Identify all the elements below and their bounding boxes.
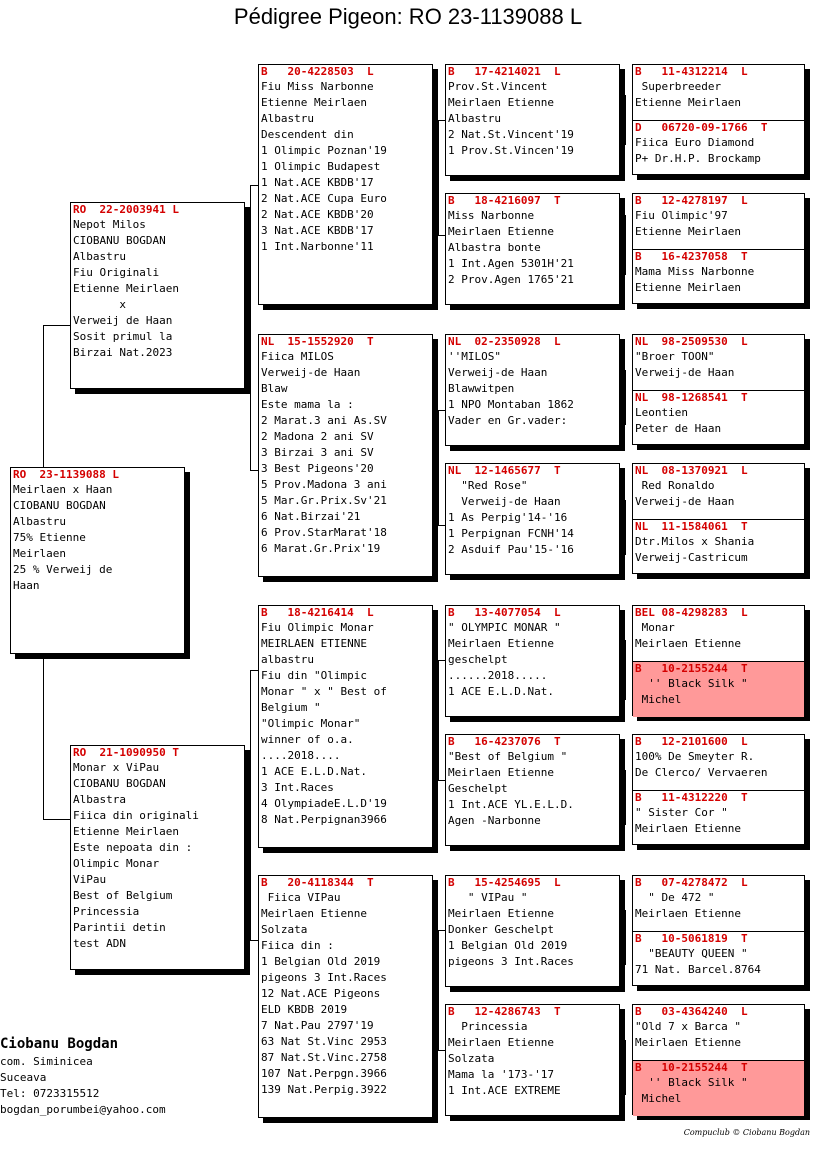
detail-line: Meirlaen Etienne <box>635 637 741 650</box>
detail-line: com. Siminicea <box>0 1055 93 1068</box>
detail-line: Miss Narbonne <box>448 209 535 222</box>
ring-number: B 12-4286743 T <box>448 1005 561 1018</box>
pigeon-details <box>259 890 432 1098</box>
pigeon-pair-card <box>632 193 805 304</box>
pigeon-details <box>633 620 804 652</box>
detail-line: "BEAUTY QUEEN " <box>635 947 748 960</box>
pigeon-details <box>633 135 804 167</box>
detail-line: 2 Prov.Agen 1765'21 <box>448 273 574 286</box>
detail-line: Monar " x " Best of <box>261 685 387 698</box>
detail-line: 1 As Perpig'14-'16 <box>448 511 568 524</box>
detail-line: Princessia <box>73 905 140 918</box>
detail-line: Princessia <box>448 1020 528 1033</box>
detail-line: Fiu din "Olimpic <box>261 669 367 682</box>
detail-line: Peter de Haan <box>635 422 722 435</box>
detail-line: " VIPau " <box>448 891 528 904</box>
detail-line: Etienne Meirlaen <box>73 825 179 838</box>
connector-line <box>43 819 70 820</box>
pigeon-pair-card <box>632 734 805 845</box>
detail-line: 3 Birzai 3 ani SV <box>261 446 374 459</box>
detail-line: Verweij-de Haan <box>635 366 735 379</box>
connector-line <box>438 410 439 525</box>
pigeon-card-sire[interactable] <box>70 202 245 389</box>
connector-line <box>438 525 445 526</box>
detail-line: albastru <box>261 653 314 666</box>
detail-line: pigeons 3 Int.Races <box>448 955 574 968</box>
detail-line: Este mama la : <box>261 398 354 411</box>
connector-line <box>438 1050 445 1051</box>
pigeon-card-gen4[interactable] <box>633 519 804 566</box>
pigeon-card-gen4[interactable] <box>633 194 804 249</box>
detail-line: Dtr.Milos x Shania <box>635 535 755 548</box>
pigeon-details <box>446 349 619 429</box>
connector-line <box>250 670 258 671</box>
detail-line: Belgium " <box>261 701 321 714</box>
detail-line: 3 Nat.ACE KBDB'17 <box>261 224 374 237</box>
detail-line: Superbreeder <box>635 80 722 93</box>
detail-line: Geschelpt <box>448 782 508 795</box>
detail-line: Fiu Miss Narbonne <box>261 80 374 93</box>
detail-line: 6 Prov.StarMarat'18 <box>261 526 387 539</box>
ring-number: B 07-4278472 L <box>635 876 748 889</box>
pigeon-details <box>633 1075 804 1107</box>
pigeon-card-gen4[interactable] <box>633 65 804 120</box>
ring-number: NL 08-1370921 L <box>635 464 748 477</box>
pigeon-details <box>633 890 804 922</box>
detail-line: 63 Nat St.Vinc 2953 <box>261 1035 387 1048</box>
ring-number: RO 23-1139088 L <box>13 468 119 481</box>
detail-line: pigeons 3 Int.Races <box>261 971 387 984</box>
detail-line: Haan <box>13 579 40 592</box>
owner-name: Ciobanu Bogdan <box>0 1036 119 1052</box>
detail-line: 107 Nat.Perpgn.3966 <box>261 1067 387 1080</box>
pigeon-card-gen3[interactable] <box>445 193 620 305</box>
ring-number: B 10-2155244 T <box>635 662 748 675</box>
detail-line: Albastru <box>261 112 314 125</box>
pigeon-details <box>446 620 619 700</box>
ring-number: RO 21-1090950 T <box>73 746 179 759</box>
connector-line <box>250 325 251 470</box>
pigeon-details <box>446 1019 619 1099</box>
software-credit: Compuclub © Ciobanu Bogdan <box>683 1128 810 1137</box>
detail-line: Etienne Meirlaen <box>635 281 741 294</box>
pigeon-details <box>633 534 804 566</box>
pigeon-card-gen4[interactable] <box>633 931 804 978</box>
pigeon-card-gen4[interactable] <box>633 464 804 519</box>
detail-line: Fiu Originali <box>73 266 160 279</box>
detail-line: 12 Nat.ACE Pigeons <box>261 987 381 1000</box>
detail-line: test ADN <box>73 937 126 950</box>
detail-line: Monar x ViPau <box>73 761 160 774</box>
pigeon-pair-card <box>632 463 805 574</box>
detail-line: 1 Olimpic Poznan'19 <box>261 144 387 157</box>
ring-number: B 16-4237058 T <box>635 250 748 263</box>
detail-line: Fiica din originali <box>73 809 199 822</box>
ring-number: B 20-4228503 L <box>261 65 374 78</box>
detail-line: Fiica Euro Diamond <box>635 136 755 149</box>
pigeon-details <box>446 890 619 970</box>
pigeon-card-gen4-highlighted[interactable] <box>633 661 804 717</box>
pigeon-card-gen4[interactable] <box>633 390 804 437</box>
detail-line: Solzata <box>261 923 308 936</box>
pigeon-details <box>633 478 804 510</box>
detail-line: Olimpic Monar <box>73 857 160 870</box>
detail-line: "Broer TOON" <box>635 350 715 363</box>
detail-line: Este nepoata din : <box>73 841 193 854</box>
pigeon-details <box>633 79 804 111</box>
detail-line: 7 Nat.Pau 2797'19 <box>261 1019 374 1032</box>
ring-number: B 03-4364240 L <box>635 1005 748 1018</box>
connector-line <box>625 770 626 825</box>
detail-line: ....2018.... <box>261 749 341 762</box>
ring-number: D 06720-09-1766 T <box>635 121 768 134</box>
detail-line: Michel <box>635 1092 682 1105</box>
pigeon-card-gen4[interactable] <box>633 335 804 390</box>
detail-line: 1 Belgian Old 2019 <box>261 955 381 968</box>
detail-line: Blaw <box>261 382 288 395</box>
detail-line: Etienne Meirlaen <box>261 96 367 109</box>
pigeon-details <box>446 478 619 558</box>
detail-line: " De 472 " <box>635 891 715 904</box>
ring-number: RO 22-2003941 L <box>73 203 179 216</box>
pigeon-card-gen2[interactable] <box>258 875 433 1118</box>
detail-line: De Clerco/ Vervaeren <box>635 766 768 779</box>
detail-line: Verweij-Castricum <box>635 551 748 564</box>
pigeon-details <box>633 676 804 708</box>
pigeon-details <box>446 79 619 159</box>
detail-line: CIOBANU BOGDAN <box>13 499 106 512</box>
connector-line <box>250 820 251 940</box>
connector-line <box>438 780 445 781</box>
ring-number: NL 12-1465677 T <box>448 464 561 477</box>
connector-line <box>250 940 258 941</box>
detail-line: " Sister Cor " <box>635 806 728 819</box>
detail-line: Meirlaen Etienne <box>448 225 554 238</box>
detail-line: Verweij-de Haan <box>448 495 561 508</box>
detail-line: 3 Int.Races <box>261 781 334 794</box>
detail-line: 1 Perpignan FCNH'14 <box>448 527 574 540</box>
detail-line: 1 Int.Narbonne'11 <box>261 240 374 253</box>
detail-line: 8 Nat.Perpignan3966 <box>261 813 387 826</box>
connector-line <box>625 95 626 145</box>
detail-line: Descendent din <box>261 128 354 141</box>
pigeon-card-gen4[interactable] <box>633 735 804 790</box>
detail-line: 1 Int.ACE EXTREME <box>448 1084 561 1097</box>
pigeon-details <box>633 805 804 837</box>
pigeon-details <box>633 349 804 381</box>
pigeon-details <box>11 482 184 594</box>
detail-line: Etienne Meirlaen <box>635 96 741 109</box>
ring-number: B 15-4254695 L <box>448 876 561 889</box>
ring-number: B 20-4118344 T <box>261 876 374 889</box>
detail-line: Verweij de Haan <box>73 314 173 327</box>
pigeon-card-gen3[interactable] <box>445 605 620 717</box>
detail-line: P+ Dr.H.P. Brockamp <box>635 152 761 165</box>
detail-line: Fiica MILOS <box>261 350 334 363</box>
pigeon-card-gen4[interactable] <box>633 790 804 837</box>
detail-line: Solzata <box>448 1052 495 1065</box>
pigeon-card-subject[interactable] <box>10 467 185 654</box>
ring-number: B 18-4216097 T <box>448 194 561 207</box>
detail-line: Verweij-de Haan <box>261 366 361 379</box>
connector-line <box>250 185 258 186</box>
connector-line <box>438 660 439 780</box>
detail-line: Etienne Meirlaen <box>635 225 741 238</box>
detail-line: 1 Prov.St.Vincen'19 <box>448 144 574 157</box>
detail-line: Meirlaen Etienne <box>448 907 554 920</box>
detail-line: '' Black Silk " <box>635 677 748 690</box>
detail-line: 1 Belgian Old 2019 <box>448 939 568 952</box>
connector-line <box>438 930 439 1050</box>
detail-line: Etienne Meirlaen <box>73 282 179 295</box>
detail-line: 1 ACE E.L.D.Nat. <box>261 765 367 778</box>
connector-line <box>625 910 626 965</box>
detail-line: Fiica din : <box>261 939 334 952</box>
ring-number: B 17-4214021 L <box>448 65 561 78</box>
detail-line: Agen -Narbonne <box>448 814 541 827</box>
detail-line: CIOBANU BOGDAN <box>73 777 166 790</box>
detail-line: Albastra bonte <box>448 241 541 254</box>
detail-line: Fiu Olimpic Monar <box>261 621 374 634</box>
detail-line: Nepot Milos <box>73 218 146 231</box>
pigeon-card-gen4[interactable] <box>633 1005 804 1060</box>
connector-line <box>438 410 445 411</box>
ring-number: B 18-4216414 L <box>261 606 374 619</box>
detail-line: ......2018..... <box>448 669 548 682</box>
pigeon-card-gen2[interactable] <box>258 605 433 848</box>
pigeon-details <box>633 264 804 296</box>
pigeon-pair-card <box>632 875 805 986</box>
detail-line: Meirlaen Etienne <box>635 822 741 835</box>
detail-line: 1 Nat.ACE KBDB'17 <box>261 176 374 189</box>
pigeon-details <box>259 620 432 828</box>
connector-line <box>625 1040 626 1095</box>
detail-line: x <box>73 298 126 311</box>
pigeon-pair-card <box>632 64 805 175</box>
connector-line <box>625 215 626 275</box>
ring-number: NL 02-2350928 L <box>448 335 561 348</box>
detail-line: Michel <box>635 693 682 706</box>
connector-line <box>438 120 445 121</box>
detail-line: ''MILOS" <box>448 350 501 363</box>
pigeon-card-gen3[interactable] <box>445 1004 620 1116</box>
detail-line: Blawwitpen <box>448 382 515 395</box>
detail-line: Meirlaen Etienne <box>448 96 554 109</box>
pigeon-card-gen3[interactable] <box>445 463 620 575</box>
detail-line: Fiica VIPau <box>261 891 341 904</box>
ring-number: B 16-4237076 T <box>448 735 561 748</box>
detail-line: ELD KBDB 2019 <box>261 1003 348 1016</box>
detail-line: 25 % Verweij de <box>13 563 113 576</box>
detail-line: Leontien <box>635 406 688 419</box>
ring-number: B 12-4278197 L <box>635 194 748 207</box>
detail-line: Suceava <box>0 1071 47 1084</box>
connector-line <box>43 325 44 468</box>
detail-line: 2 Madona 2 ani SV <box>261 430 374 443</box>
detail-line: Tel: 0723315512 <box>0 1087 100 1100</box>
detail-line: Albastru <box>448 112 501 125</box>
pigeon-details <box>633 946 804 978</box>
pigeon-pair-card <box>632 334 805 445</box>
detail-line: Meirlaen <box>13 547 66 560</box>
detail-line: 2 Marat.3 ani As.SV <box>261 414 387 427</box>
ring-number: B 11-4312220 T <box>635 791 748 804</box>
connector-line <box>438 120 439 235</box>
detail-line: 2 Nat.ACE KBDB'20 <box>261 208 374 221</box>
detail-line: 6 Nat.Birzai'21 <box>261 510 361 523</box>
detail-line: 4 OlympiadeE.L.D'19 <box>261 797 387 810</box>
connector-line <box>438 235 445 236</box>
pigeon-pair-card <box>632 1004 805 1115</box>
detail-line: Meirlaen Etienne <box>448 766 554 779</box>
detail-line: Meirlaen Etienne <box>635 1036 741 1049</box>
detail-line: ViPau <box>73 873 107 886</box>
detail-line: Vader en Gr.vader: <box>448 414 568 427</box>
detail-line: "Red Rose" <box>448 479 528 492</box>
pigeon-card-gen4[interactable] <box>633 876 804 931</box>
pigeon-details <box>633 1019 804 1051</box>
ring-number: NL 98-2509530 L <box>635 335 748 348</box>
ring-number: NL 11-1584061 T <box>635 520 748 533</box>
pigeon-card-gen4[interactable] <box>633 606 804 661</box>
detail-line: "Old 7 x Barca " <box>635 1020 741 1033</box>
connector-line <box>43 746 44 819</box>
ring-number: B 10-5061819 T <box>635 932 748 945</box>
pigeon-card-gen3[interactable] <box>445 334 620 446</box>
owner-info <box>0 1034 166 1118</box>
detail-line: 71 Nat. Barcel.8764 <box>635 963 761 976</box>
detail-line: Mama la '173-'17 <box>448 1068 554 1081</box>
connector-line <box>43 325 70 326</box>
detail-line: Verweij-de Haan <box>635 495 735 508</box>
detail-line: Mama Miss Narbonne <box>635 265 755 278</box>
detail-line: "Best of Belgium " <box>448 750 568 763</box>
detail-line: Birzai Nat.2023 <box>73 346 173 359</box>
detail-line: MEIRLAEN ETIENNE <box>261 637 367 650</box>
detail-line: 5 Prov.Madona 3 ani <box>261 478 387 491</box>
detail-line: Meirlaen Etienne <box>261 907 367 920</box>
detail-line: Red Ronaldo <box>635 479 715 492</box>
pigeon-details <box>259 79 432 255</box>
detail-line: Monar <box>635 621 675 634</box>
pigeon-card-gen2[interactable] <box>258 334 433 577</box>
ring-number: B 11-4312214 L <box>635 65 748 78</box>
pigeon-details <box>633 405 804 437</box>
ring-number: B 13-4077054 L <box>448 606 561 619</box>
pigeon-card-gen3[interactable] <box>445 734 620 846</box>
detail-line: 100% De Smeyter R. <box>635 750 755 763</box>
ring-number: B 10-2155244 T <box>635 1061 748 1074</box>
detail-line: 87 Nat.St.Vinc.2758 <box>261 1051 387 1064</box>
detail-line: Meirlaen Etienne <box>448 637 554 650</box>
detail-line: CIOBANU BOGDAN <box>73 234 166 247</box>
pigeon-card-gen4[interactable] <box>633 120 804 167</box>
connector-line <box>625 370 626 425</box>
connector-line <box>438 660 445 661</box>
pigeon-card-dam[interactable] <box>70 745 245 970</box>
detail-line: Verweij-de Haan <box>448 366 548 379</box>
detail-line: Albastra <box>73 793 126 806</box>
detail-line: 75% Etienne <box>13 531 86 544</box>
detail-line: 1 ACE E.L.D.Nat. <box>448 685 554 698</box>
ring-number: B 12-2101600 L <box>635 735 748 748</box>
detail-line: 1 Olimpic Budapest <box>261 160 381 173</box>
detail-line: winner of o.a. <box>261 733 354 746</box>
pigeon-details <box>259 349 432 557</box>
detail-line: 1 NPO Montaban 1862 <box>448 398 574 411</box>
detail-line: Meirlaen Etienne <box>635 907 741 920</box>
detail-line: Prov.St.Vincent <box>448 80 548 93</box>
detail-line: Albastru <box>73 250 126 263</box>
detail-line: Meirlaen Etienne <box>448 1036 554 1049</box>
detail-line: 1 Int.ACE YL.E.L.D. <box>448 798 574 811</box>
detail-line: Albastru <box>13 515 66 528</box>
ring-number: BEL 08-4298283 L <box>635 606 748 619</box>
pigeon-pair-card <box>632 605 805 716</box>
detail-line: 2 Asduif Pau'15-'16 <box>448 543 574 556</box>
pigeon-details <box>446 208 619 288</box>
connector-line <box>625 640 626 700</box>
pigeon-card-gen3[interactable] <box>445 64 620 176</box>
pigeon-details <box>633 208 804 240</box>
connector-line <box>438 930 445 931</box>
pigeon-card-gen2[interactable] <box>258 64 433 305</box>
connector-line <box>250 670 251 820</box>
connector-line <box>625 500 626 555</box>
detail-line: 2 Nat.St.Vincent'19 <box>448 128 574 141</box>
detail-line: '' Black Silk " <box>635 1076 748 1089</box>
ring-number: NL 98-1268541 T <box>635 391 748 404</box>
detail-line: 1 Int.Agen 5301H'21 <box>448 257 574 270</box>
detail-line: bogdan_porumbei@yahoo.com <box>0 1103 166 1116</box>
pigeon-details <box>633 749 804 781</box>
connector-line <box>250 185 251 325</box>
detail-line: Best of Belgium <box>73 889 173 902</box>
connector-line <box>250 470 258 471</box>
detail-line: 139 Nat.Perpig.3922 <box>261 1083 387 1096</box>
pigeon-card-gen3[interactable] <box>445 875 620 987</box>
detail-line: Donker Geschelpt <box>448 923 554 936</box>
detail-line: Meirlaen x Haan <box>13 483 113 496</box>
ring-number: NL 15-1552920 T <box>261 335 374 348</box>
pigeon-card-gen4[interactable] <box>633 249 804 296</box>
detail-line: "Olimpic Monar" <box>261 717 361 730</box>
detail-line: Fiu Olimpic'97 <box>635 209 728 222</box>
page-title: Pédigree Pigeon: RO 23-1139088 L <box>233 4 583 29</box>
pigeon-details <box>71 217 244 361</box>
detail-line: 2 Nat.ACE Cupa Euro <box>261 192 387 205</box>
pigeon-details <box>446 749 619 829</box>
detail-line: 5 Mar.Gr.Prix.Sv'21 <box>261 494 387 507</box>
detail-line: Sosit primul la <box>73 330 173 343</box>
detail-line: 6 Marat.Gr.Prix'19 <box>261 542 381 555</box>
detail-line: 3 Best Pigeons'20 <box>261 462 374 475</box>
owner-contact <box>0 1054 166 1118</box>
detail-line: " OLYMPIC MONAR " <box>448 621 561 634</box>
connector-line <box>43 650 44 746</box>
pigeon-card-gen4-highlighted[interactable] <box>633 1060 804 1116</box>
detail-line: Parintii detin <box>73 921 166 934</box>
pigeon-details <box>71 760 244 952</box>
detail-line: geschelpt <box>448 653 508 666</box>
